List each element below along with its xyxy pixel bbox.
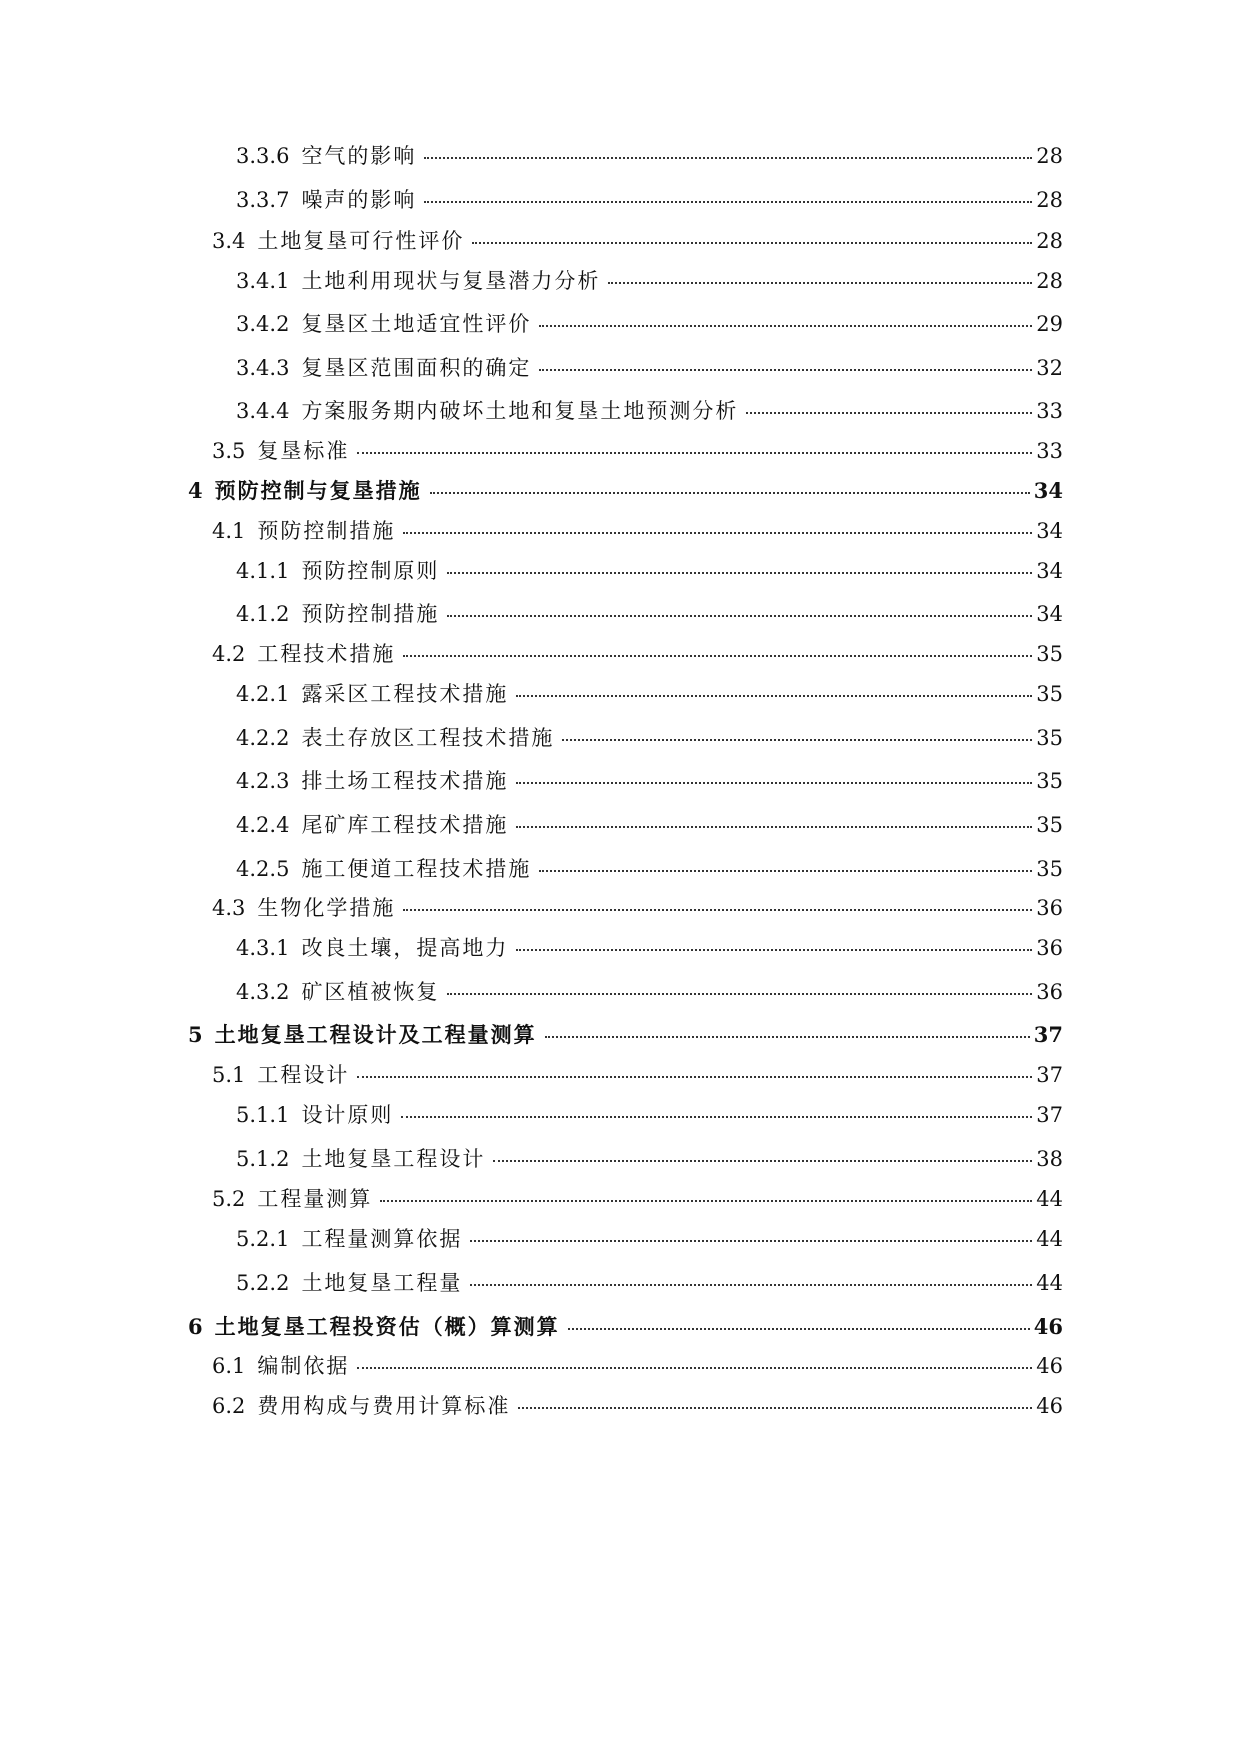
toc-entry-title: 设计原则: [301, 1103, 394, 1127]
toc-entry[interactable]: [236, 355, 1063, 381]
toc-dot-leader: [608, 282, 1032, 284]
toc-dot-leader: [447, 615, 1032, 617]
toc-entry-page: 37: [1033, 1022, 1063, 1047]
toc-dot-leader: [493, 1160, 1032, 1162]
toc-entry-page: 36: [1036, 936, 1063, 960]
toc-entry[interactable]: [236, 1102, 1063, 1128]
toc-entry-number: 4.2.1: [236, 682, 290, 706]
toc-entry-title: 施工便道工程技术措施: [301, 857, 532, 881]
toc-entry-title: 方案服务期内破坏土地和复垦土地预测分析: [301, 399, 739, 423]
toc-dot-leader: [516, 782, 1032, 784]
toc-dot-leader: [447, 572, 1032, 574]
toc-entry-number: 4.1.2: [236, 602, 290, 626]
toc-entry-title: 土地复垦工程量: [301, 1271, 463, 1295]
toc-entry-number: 4.2.2: [236, 726, 290, 750]
toc-entry[interactable]: [188, 1314, 1063, 1340]
toc-entry-title: 土地复垦工程设计: [301, 1147, 486, 1171]
toc-dot-leader: [539, 325, 1032, 327]
toc-entry[interactable]: [236, 187, 1063, 213]
toc-dot-leader: [403, 532, 1032, 534]
toc-dot-leader: [380, 1200, 1032, 1202]
toc-entry-page: 34: [1036, 519, 1063, 543]
toc-entry-title: 噪声的影响: [301, 188, 417, 212]
toc-entry-number: 5.2.2: [236, 1271, 290, 1295]
toc-entry-number: 5.1.2: [236, 1147, 290, 1171]
toc-entry-number: 3.4: [212, 229, 246, 253]
toc-entry-title: 土地复垦工程设计及工程量测算: [214, 1022, 537, 1047]
toc-entry-page: 37: [1036, 1103, 1063, 1127]
toc-entry[interactable]: [212, 1353, 1063, 1379]
toc-entry-page: 46: [1036, 1394, 1063, 1418]
toc-dot-leader: [562, 739, 1032, 741]
toc-entry-page: 34: [1036, 602, 1063, 626]
toc-dot-leader: [518, 1407, 1032, 1409]
toc-entry-page: 36: [1036, 980, 1063, 1004]
toc-entry[interactable]: [236, 856, 1063, 882]
toc-entry-title: 表土存放区工程技术措施: [301, 726, 555, 750]
toc-dot-leader: [403, 909, 1032, 911]
toc-entry-page: 35: [1036, 642, 1063, 666]
toc-entry-page: 44: [1036, 1271, 1063, 1295]
toc-dot-leader: [470, 1240, 1032, 1242]
toc-entry-page: 35: [1036, 813, 1063, 837]
toc-entry-page: 28: [1036, 229, 1063, 253]
toc-entry[interactable]: [188, 478, 1063, 504]
toc-entry-number: 4.1: [212, 519, 246, 543]
toc-entry-number: 3.4.1: [236, 269, 290, 293]
toc-entry-page: 28: [1036, 144, 1063, 168]
toc-entry-title: 改良土壤，提高地力: [301, 936, 509, 960]
toc-entry-title: 生物化学措施: [257, 896, 396, 920]
toc-entry-page: 34: [1033, 478, 1063, 503]
toc-entry-page: 36: [1036, 896, 1063, 920]
toc-entry-title: 露采区工程技术措施: [301, 682, 509, 706]
toc-entry-number: 4.3.1: [236, 936, 290, 960]
toc-entry[interactable]: [236, 268, 1063, 294]
toc-dot-leader: [568, 1328, 1030, 1330]
toc-entry-number: 6.1: [212, 1354, 246, 1378]
toc-entry-title: 预防控制与复垦措施: [214, 478, 422, 503]
toc-entry[interactable]: [236, 725, 1063, 751]
toc-dot-leader: [516, 826, 1032, 828]
toc-entry-number: 3.5: [212, 439, 246, 463]
toc-entry-page: 35: [1036, 769, 1063, 793]
toc-entry[interactable]: [212, 228, 1063, 254]
toc-entry-number: 3.4.3: [236, 356, 290, 380]
toc-entry-title: 空气的影响: [301, 144, 417, 168]
toc-entry-number: 3.3.6: [236, 144, 290, 168]
toc-entry-page: 46: [1033, 1314, 1063, 1339]
toc-entry-number: 5: [188, 1022, 203, 1047]
toc-entry-page: 33: [1036, 439, 1063, 463]
toc-entry-title: 土地利用现状与复垦潜力分析: [301, 269, 601, 293]
toc-entry-number: 4.3: [212, 896, 246, 920]
toc-entry-title: 工程设计: [257, 1063, 350, 1087]
toc-entry-number: 6.2: [212, 1394, 246, 1418]
toc-entry-page: 35: [1036, 857, 1063, 881]
toc-entry-page: 44: [1036, 1227, 1063, 1251]
toc-entry-number: 4.2: [212, 642, 246, 666]
toc-entry-page: 28: [1036, 269, 1063, 293]
toc-entry-number: 4.2.5: [236, 857, 290, 881]
toc-entry-page: 46: [1036, 1354, 1063, 1378]
toc-entry-page: 32: [1036, 356, 1063, 380]
toc-entry-page: 35: [1036, 682, 1063, 706]
toc-entry[interactable]: [212, 1186, 1063, 1212]
toc-entry-title: 土地复垦工程投资估（概）算测算: [214, 1314, 560, 1339]
toc-entry[interactable]: [236, 768, 1063, 794]
toc-entry[interactable]: [212, 518, 1063, 544]
toc-entry-title: 矿区植被恢复: [301, 980, 440, 1004]
toc-entry-title: 工程量测算依据: [301, 1227, 463, 1251]
toc-dot-leader: [357, 1367, 1032, 1369]
toc-entry-number: 4.3.2: [236, 980, 290, 1004]
toc-entry-title: 工程量测算: [257, 1187, 373, 1211]
toc-entry-page: 38: [1036, 1147, 1063, 1171]
toc-entry[interactable]: [236, 143, 1063, 169]
toc-dot-leader: [357, 1076, 1032, 1078]
toc-entry-page: 35: [1036, 726, 1063, 750]
toc-entry-title: 土地复垦可行性评价: [257, 229, 465, 253]
toc-dot-leader: [470, 1284, 1032, 1286]
toc-entry[interactable]: [236, 1226, 1063, 1252]
toc-dot-leader: [401, 1116, 1032, 1118]
toc-entry-number: 4.2.4: [236, 813, 290, 837]
toc-dot-leader: [472, 242, 1032, 244]
toc-entry-number: 6: [188, 1314, 203, 1339]
toc-dot-leader: [539, 870, 1032, 872]
toc-entry-title: 复垦区范围面积的确定: [301, 356, 532, 380]
toc-dot-leader: [539, 369, 1032, 371]
toc-dot-leader: [357, 452, 1032, 454]
toc-entry[interactable]: [212, 1393, 1063, 1419]
toc-entry-number: 4.2.3: [236, 769, 290, 793]
toc-entry-number: 4: [188, 478, 203, 503]
toc-dot-leader: [545, 1036, 1030, 1038]
toc-entry-title: 工程技术措施: [257, 642, 396, 666]
toc-entry[interactable]: [212, 1062, 1063, 1088]
toc-entry-number: 5.1: [212, 1063, 246, 1087]
toc-dot-leader: [430, 492, 1030, 494]
toc-entry-title: 复垦区土地适宜性评价: [301, 312, 532, 336]
toc-entry-page: 34: [1036, 559, 1063, 583]
toc-entry-page: 44: [1036, 1187, 1063, 1211]
toc-entry-title: 复垦标准: [257, 439, 350, 463]
toc-entry-page: 28: [1036, 188, 1063, 212]
toc-entry[interactable]: [236, 935, 1063, 961]
toc-entry-title: 排土场工程技术措施: [301, 769, 509, 793]
toc-entry-number: 5.2.1: [236, 1227, 290, 1251]
toc-entry-number: 3.3.7: [236, 188, 290, 212]
toc-entry[interactable]: [236, 398, 1063, 424]
toc-dot-leader: [403, 655, 1032, 657]
toc-entry[interactable]: [236, 558, 1063, 584]
toc-entry-title: 费用构成与费用计算标准: [257, 1394, 511, 1418]
toc-entry-number: 5.1.1: [236, 1103, 290, 1127]
toc-entry[interactable]: [236, 1146, 1063, 1172]
toc-entry-page: 37: [1036, 1063, 1063, 1087]
toc-entry-page: 33: [1036, 399, 1063, 423]
toc-dot-leader: [424, 157, 1032, 159]
toc-entry[interactable]: [212, 438, 1063, 464]
toc-entry[interactable]: [236, 1270, 1063, 1296]
toc-entry-title: 预防控制措施: [301, 602, 440, 626]
toc-entry[interactable]: [236, 601, 1063, 627]
toc-entry[interactable]: [212, 895, 1063, 921]
toc-entry-number: 3.4.2: [236, 312, 290, 336]
toc-entry[interactable]: [212, 641, 1063, 667]
toc-entry-title: 尾矿库工程技术措施: [301, 813, 509, 837]
toc-entry[interactable]: [236, 812, 1063, 838]
toc-entry-title: 预防控制原则: [301, 559, 440, 583]
toc-dot-leader: [516, 949, 1032, 951]
toc-entry[interactable]: [236, 311, 1063, 337]
toc-dot-leader: [516, 695, 1032, 697]
toc-entry-title: 编制依据: [257, 1354, 350, 1378]
toc-dot-leader: [746, 412, 1032, 414]
toc-entry[interactable]: [236, 681, 1063, 707]
toc-entry-number: 5.2: [212, 1187, 246, 1211]
toc-entry-title: 预防控制措施: [257, 519, 396, 543]
toc-entry-page: 29: [1036, 312, 1063, 336]
toc-entry[interactable]: [236, 979, 1063, 1005]
toc-dot-leader: [424, 201, 1032, 203]
toc-entry[interactable]: [188, 1022, 1063, 1048]
toc-entry-number: 4.1.1: [236, 559, 290, 583]
toc-entry-number: 3.4.4: [236, 399, 290, 423]
toc-dot-leader: [447, 993, 1032, 995]
